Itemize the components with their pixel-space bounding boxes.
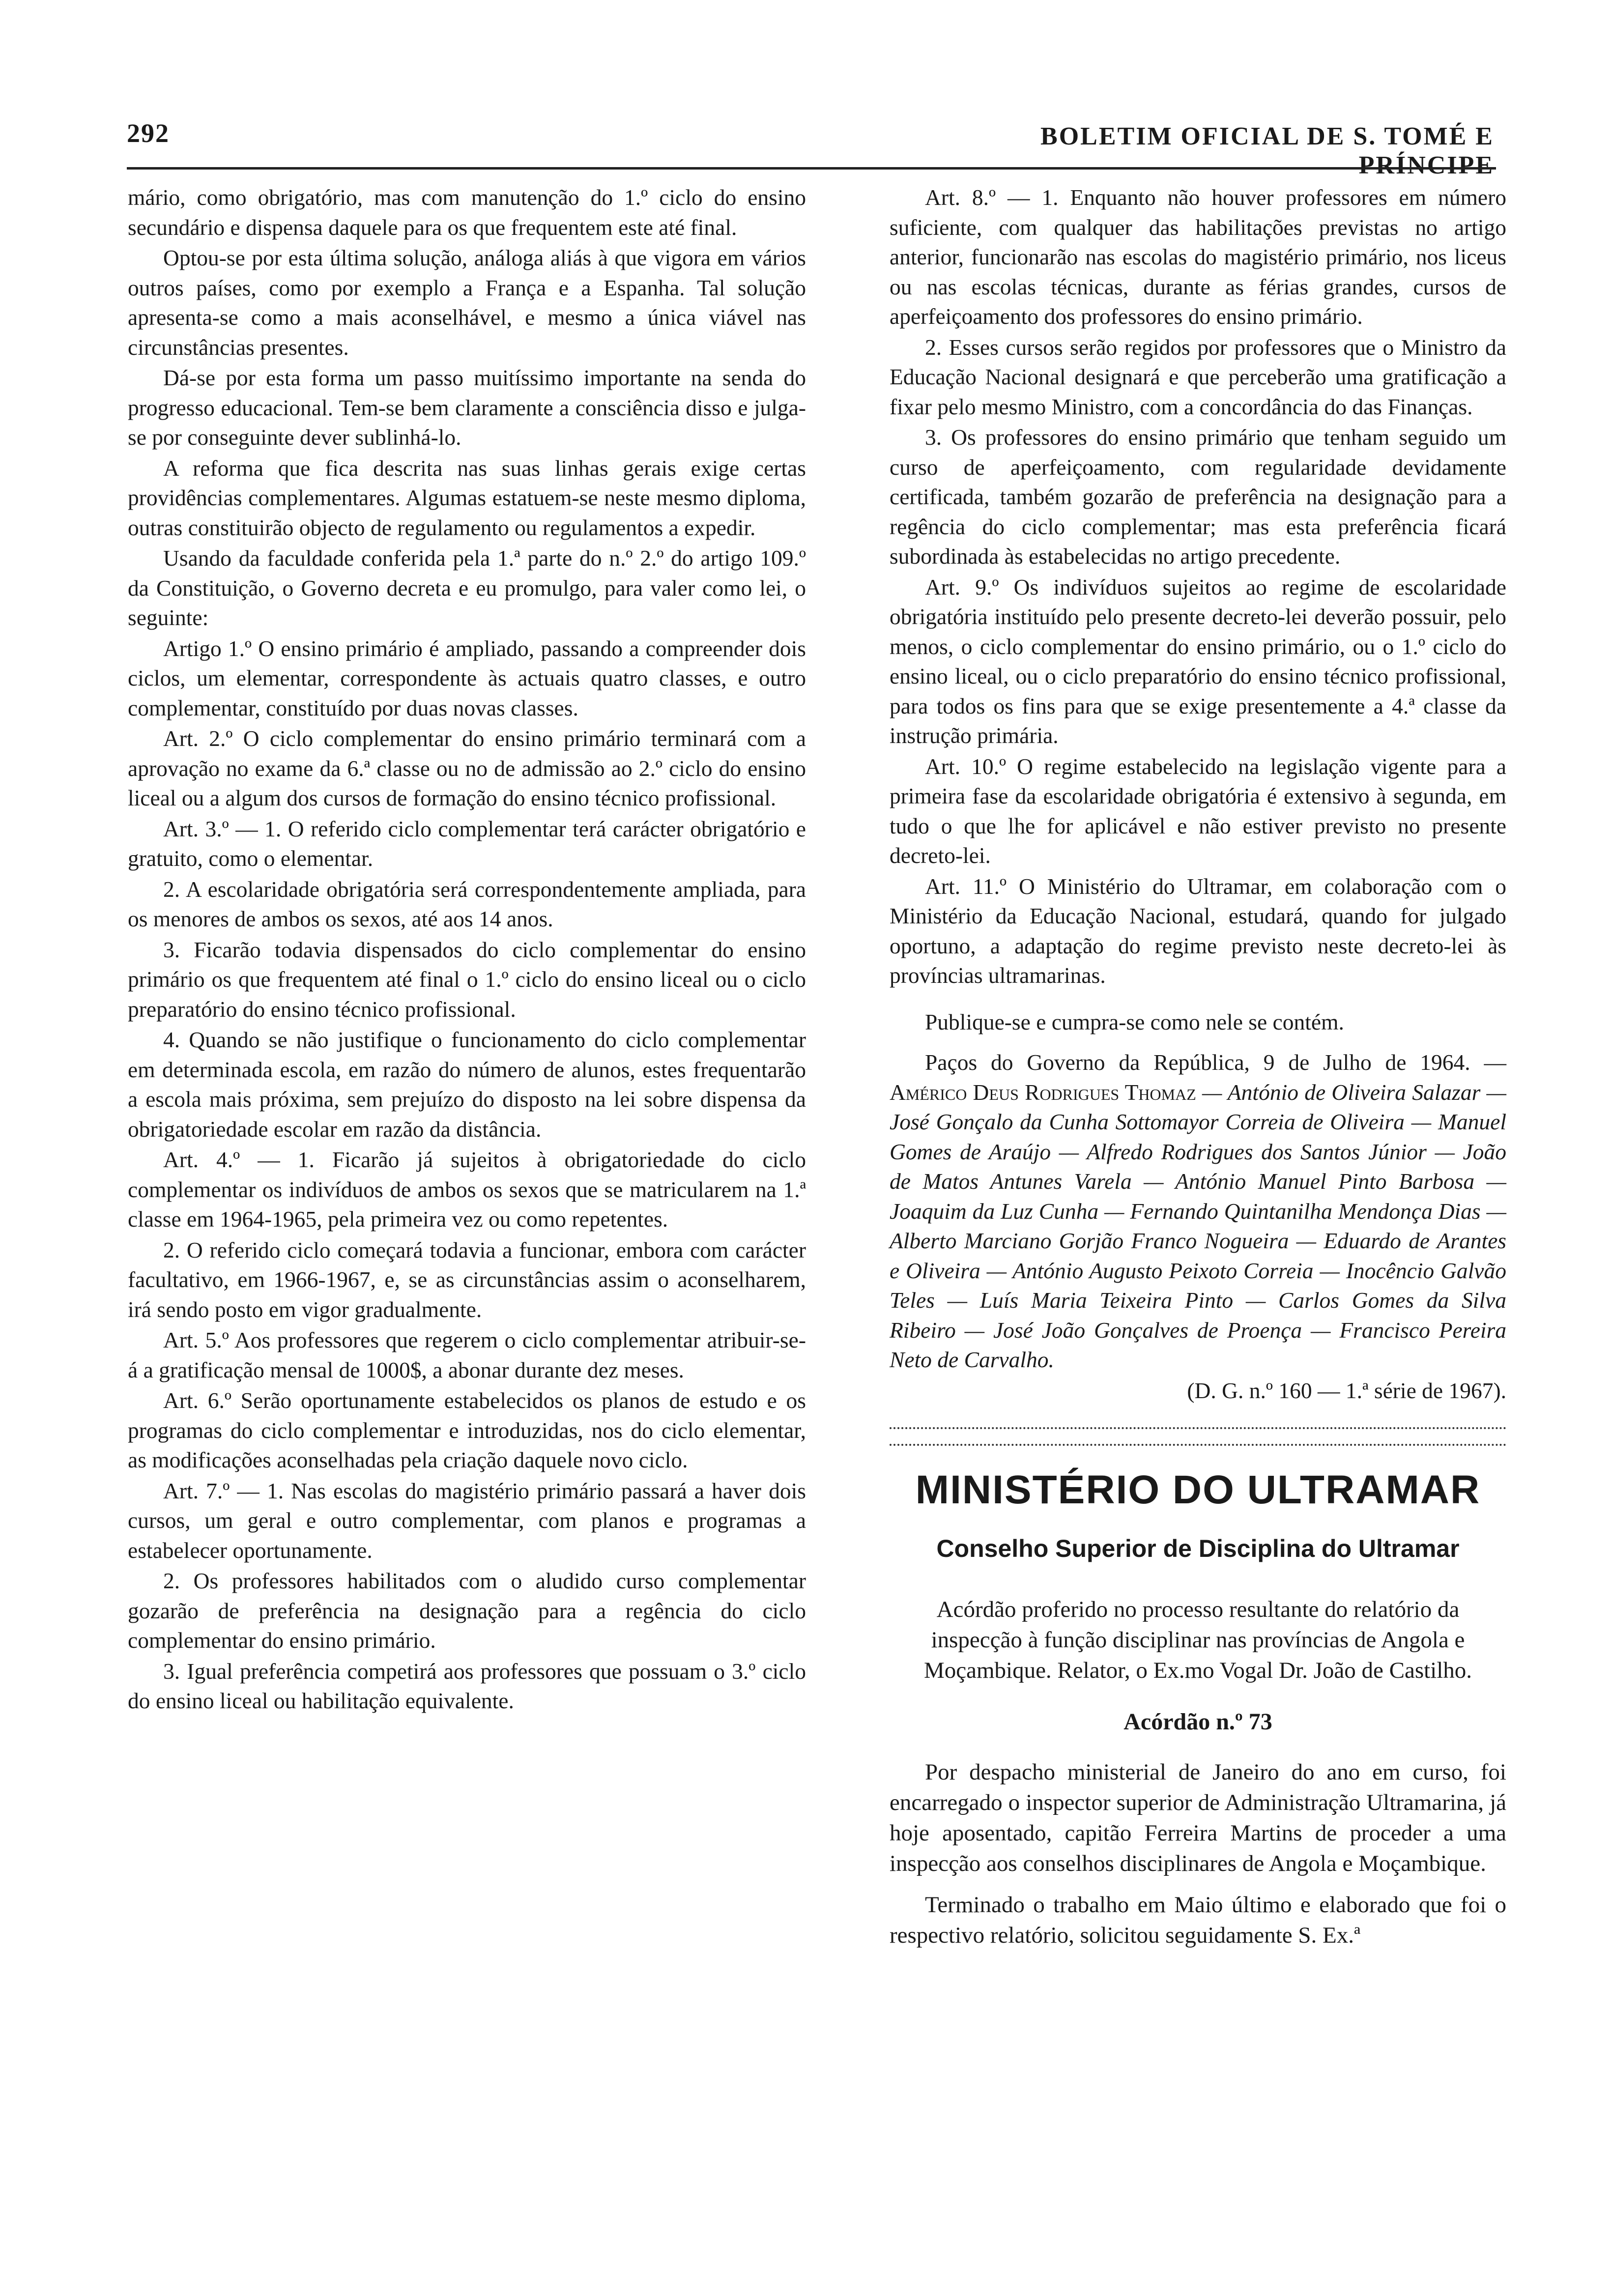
paragraph: Usando da faculdade conferida pela 1.ª parte do n.º 2.º do artigo 109.º da Constituição, o Governo decreta e eu promulgo, para valer como lei, o seguinte: [128,545,806,630]
right-column [890,183,1506,1951]
article-3-item-2: 2. A escolaridade obrigatória será correspondentemente ampliada, para os menores de ambos os sexos, até aos 14 anos. [128,876,806,931]
ornamental-divider [890,1427,1506,1446]
decision-summary: Acórdão proferido no processo resultante do relatório da inspecção à função disciplinar nas províncias de Angola e Moçambique. Relator, o Ex.mo Vogal Dr. João de Castilho. [923,1597,1472,1683]
decision-paragraph: Por despacho ministerial de Janeiro do ano em curso, foi encarregado o inspector superior de Administração Ultramarina, já hoje aposentado, capitão Ferreira Martins de proceder a uma inspecção aos conselhos disciplinares de Angola e Moçambique. [890,1759,1506,1876]
paragraph: Optou-se por esta última solução, análoga aliás à que vigora em vários outros países, como por exemplo a França e a Espanha. Tal solução apresenta-se como a mais aconselhável, e mesmo a única viável nas circunstâncias presentes. [128,245,806,360]
article-4-item-2: 2. O referido ciclo começará todavia a funcionar, embora com carácter facultativo, em 1966-1967, e, se as circunstâncias assim o aconselharem, irá sendo posto em vigor gradualmente. [128,1237,806,1322]
article-3-item-4: 4. Quando se não justifique o funcionamento do ciclo complementar em determinada escola, em razão do número de alunos, estes frequentarão a escola mais próxima, sem prejuízo do disposto na lei sobre dispensa da obrigatoriedade escolar em razão da distância. [128,1027,806,1142]
decision-paragraph: Terminado o trabalho em Maio último e elaborado que foi o respectivo relatório, solicitou seguidamente S. Ex.ª [890,1892,1506,1948]
article-6: Art. 6.º Serão oportunamente estabelecidos os planos de estudo e os programas do ciclo complementar e introduzidas, nos do ciclo elementar, as modificações aconselhadas pela criação daquele novo ciclo. [128,1388,806,1472]
article-10: Art. 10.º O regime estabelecido na legislação vigente para a primeira fase da escolaridade obrigatória é extensivo à segunda, em tudo o que lhe for aplicável e não estiver previsto no presente decreto-lei. [890,753,1506,868]
left-column [128,183,806,1716]
page-number: 292 [127,118,170,148]
council-title: Conselho Superior de Disciplina do Ultramar [936,1535,1460,1562]
citation: (D. G. n.º 160 — 1.ª série de 1967). [1187,1378,1506,1403]
article-11: Art. 11.º O Ministério do Ultramar, em colaboração com o Ministério da Educação Nacional, estudará, quando for julgado oportuno, a adaptação do regime previsto neste decreto-lei às províncias ultramarinas. [890,873,1506,988]
article-1: Artigo 1.º O ensino primário é ampliado, passando a compreender dois ciclos, um elementar, correspondente às actuais quatro classes, e outro complementar, constituído por duas novas classes. [128,635,806,720]
article-3-item-3: 3. Ficarão todavia dispensados do ciclo complementar do ensino primário os que frequentem até final o 1.º ciclo do ensino liceal ou o ciclo preparatório do ensino técnico profissional. [128,937,806,1022]
article-5: Art. 5.º Aos professores que regerem o ciclo complementar atribuir-se-á a gratificação mensal de 1000$, a abonar durante dez meses. [128,1327,806,1382]
article-7-item-2: 2. Os professores habilitados com o aludido curso complementar gozarão de preferência na designação para a regência do ciclo complementar do ensino primário. [128,1568,806,1653]
decision-heading: Acórdão n.º 73 [1123,1709,1272,1735]
article-7-item-3: 3. Igual preferência competirá aos professores que possuam o 3.º ciclo do ensino liceal ou habilitação equivalente. [128,1658,806,1713]
article-8-item-2: 2. Esses cursos serão regidos por professores que o Ministro da Educação Nacional designará e que perceberão uma gratificação a fixar pelo mesmo Ministro, com a concordância do das Finanças. [890,334,1506,419]
signature-block [890,1048,1506,1375]
paragraph: A reforma que fica descrita nas suas linhas gerais exige certas providências complementares. Algumas estatuem-se neste mesmo diploma, outras constituirão objecto de regulamento ou regulamentos a expedir. [128,455,806,540]
ministry-title: MINISTÉRIO DO ULTRAMAR [915,1467,1481,1512]
publish-formula: Publique-se e cumpra-se como nele se contém. [925,1009,1344,1034]
article-8-item-3: 3. Os professores do ensino primário que tenham seguido um curso de aperfeiçoamento, com regularidade devidamente certificada, também gozarão de preferência na designação para a regência do ciclo complementar; mas esta preferência ficará subordinada às estabelecidas no artigo precedente. [890,425,1506,569]
article-3: Art. 3.º — 1. O referido ciclo complementar terá carácter obrigatório e gratuito, como o elementar. [128,816,806,871]
paragraph: mário, como obrigatório, mas com manutenção do 1.º ciclo do ensino secundário e dispensa daquele para os que frequentem este até final. [128,185,806,240]
article-9: Art. 9.º Os indivíduos sujeitos ao regime de escolaridade obrigatória instituído pelo presente decreto-lei deverão possuir, pelo menos, o ciclo complementar do ensino primário, ou o 1.º ciclo do ensino liceal, ou o ciclo preparatório do ensino técnico profissional, para todos os fins para que se exige presentemente a 4.ª classe da instrução primária. [890,574,1506,748]
header-rule [127,167,1496,170]
article-2: Art. 2.º O ciclo complementar do ensino primário terminará com a aprovação no exame da 6.ª classe ou no de admissão ao 2.º ciclo do ensino liceal ou a algum dos cursos de formação do ensino técnico profissional. [128,726,806,810]
running-header: BOLETIM OFICIAL DE S. TOMÉ E PRÍNCIPE [1040,122,1494,179]
paragraph: Dá-se por esta forma um passo muitíssimo importante na senda do progresso educacional. Tem-se bem claramente a consciência disso e julga-se por conseguinte dever sublinhá-lo. [128,365,806,450]
article-7: Art. 7.º — 1. Nas escolas do magistério primário passará a haver dois cursos, um geral e outro complementar, com planos e programas a estabelecer oportunamente. [128,1478,806,1563]
president-name: Américo Deus Rodrigues Thomaz [890,1079,1196,1105]
article-4: Art. 4.º — 1. Ficarão já sujeitos à obrigatoriedade do ciclo complementar os indivíduos de ambos os sexos que se matricularem na 1.ª classe em 1964-1965, pela primeira vez ou como repetentes. [128,1147,806,1232]
article-8: Art. 8.º — 1. Enquanto não houver professores em número suficiente, com qualquer das habilitações previstas no artigo anterior, funcionarão nas escolas do magistério primário, nos liceus ou nas escolas técnicas, durante as férias grandes, cursos de aperfeiçoamento dos professores do ensino primário. [890,185,1506,329]
date-line: Paços do Governo da República, 9 de Julho de 1964. — [925,1050,1506,1075]
signatories: — António de Oliveira Salazar — José Gonçalo da Cunha Sottomayor Correia de Oliveira — Manuel Gomes de Araújo — Alfredo Rodrigues dos Santos Júnior — João de Matos Antunes Varela — António Manuel Pinto Barbosa — Joaquim da Luz Cunha — Fernando Quintanilha Mendonça Dias — Alberto Marciano Gorjão Franco Nogueira — Eduardo de Arantes e Oliveira — António Augusto Peixoto Correia — Inocêncio Galvão Teles — Luís Maria Teixeira Pinto — Carlos Gomes da Silva Ribeiro — José João Gonçalves de Proença — Francisco Pereira Neto de Carvalho. [890,1079,1506,1372]
